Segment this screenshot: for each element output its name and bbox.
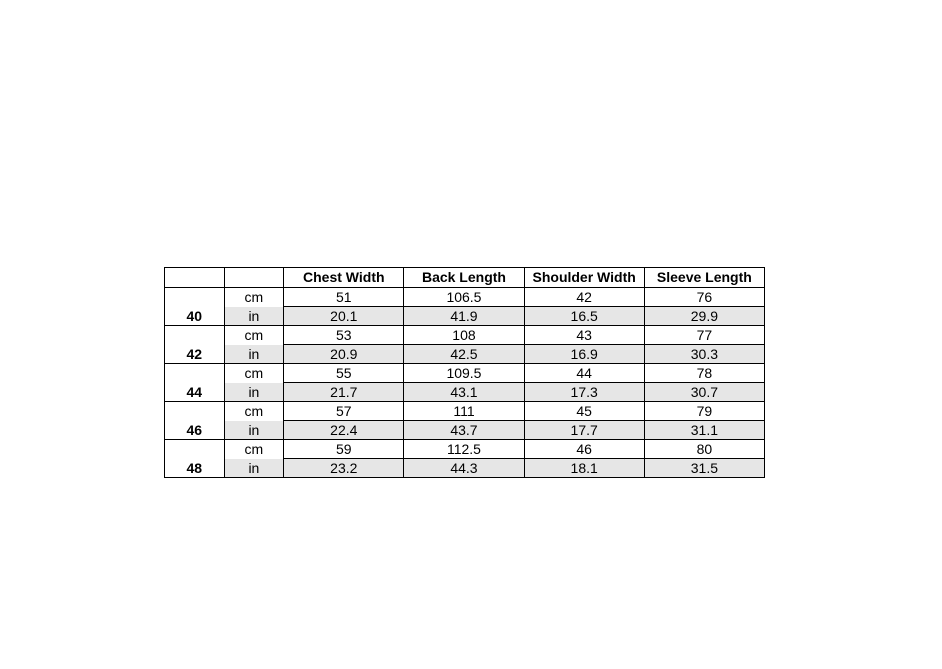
unit-label: cm: [224, 402, 284, 421]
unit-label: in: [224, 345, 284, 364]
sleeve-length-value: 78: [644, 364, 764, 383]
chest-width-value: 55: [284, 364, 404, 383]
header-unit: [224, 268, 284, 288]
table-row: [165, 402, 765, 421]
size-label: 40: [165, 288, 225, 326]
table-row: [165, 364, 765, 383]
sleeve-length-value: 29.9: [644, 307, 764, 326]
unit-label: in: [224, 307, 284, 326]
table-row: [165, 383, 765, 402]
unit-label: in: [224, 383, 284, 402]
chest-width-value: 51: [284, 288, 404, 307]
back-length-value: 41.9: [404, 307, 524, 326]
table-row: [165, 459, 765, 478]
back-length-value: 112.5: [404, 440, 524, 459]
table-row: [165, 288, 765, 307]
table-row: [165, 345, 765, 364]
chest-width-value: 21.7: [284, 383, 404, 402]
chest-width-value: 57: [284, 402, 404, 421]
back-length-value: 43.1: [404, 383, 524, 402]
shoulder-width-value: 18.1: [524, 459, 644, 478]
header-shoulder-width: Shoulder Width: [524, 268, 644, 288]
header-sleeve-length: Sleeve Length: [644, 268, 764, 288]
back-length-value: 43.7: [404, 421, 524, 440]
size-label: 48: [165, 440, 225, 478]
chest-width-value: 59: [284, 440, 404, 459]
back-length-value: 106.5: [404, 288, 524, 307]
shoulder-width-value: 17.3: [524, 383, 644, 402]
size-label: 44: [165, 364, 225, 402]
table-row: [165, 421, 765, 440]
sleeve-length-value: 30.3: [644, 345, 764, 364]
back-length-value: 44.3: [404, 459, 524, 478]
size-chart-table: [164, 267, 765, 478]
header-size: [165, 268, 225, 288]
sleeve-length-value: 76: [644, 288, 764, 307]
size-label: 42: [165, 326, 225, 364]
sleeve-length-value: 31.1: [644, 421, 764, 440]
table-row: [165, 326, 765, 345]
unit-label: cm: [224, 288, 284, 307]
shoulder-width-value: 16.9: [524, 345, 644, 364]
unit-label: cm: [224, 440, 284, 459]
shoulder-width-value: 42: [524, 288, 644, 307]
table-row: [165, 440, 765, 459]
header-row: [165, 268, 765, 288]
sleeve-length-value: 77: [644, 326, 764, 345]
sleeve-length-value: 79: [644, 402, 764, 421]
header-chest-width: Chest Width: [284, 268, 404, 288]
chest-width-value: 23.2: [284, 459, 404, 478]
back-length-value: 109.5: [404, 364, 524, 383]
header-back-length: Back Length: [404, 268, 524, 288]
shoulder-width-value: 43: [524, 326, 644, 345]
back-length-value: 111: [404, 402, 524, 421]
back-length-value: 42.5: [404, 345, 524, 364]
sleeve-length-value: 80: [644, 440, 764, 459]
shoulder-width-value: 44: [524, 364, 644, 383]
chest-width-value: 22.4: [284, 421, 404, 440]
unit-label: cm: [224, 364, 284, 383]
back-length-value: 108: [404, 326, 524, 345]
size-label: 46: [165, 402, 225, 440]
sleeve-length-value: 30.7: [644, 383, 764, 402]
shoulder-width-value: 17.7: [524, 421, 644, 440]
shoulder-width-value: 45: [524, 402, 644, 421]
sleeve-length-value: 31.5: [644, 459, 764, 478]
unit-label: cm: [224, 326, 284, 345]
chest-width-value: 53: [284, 326, 404, 345]
chest-width-value: 20.1: [284, 307, 404, 326]
shoulder-width-value: 16.5: [524, 307, 644, 326]
table-row: [165, 307, 765, 326]
unit-label: in: [224, 459, 284, 478]
unit-label: in: [224, 421, 284, 440]
chest-width-value: 20.9: [284, 345, 404, 364]
shoulder-width-value: 46: [524, 440, 644, 459]
